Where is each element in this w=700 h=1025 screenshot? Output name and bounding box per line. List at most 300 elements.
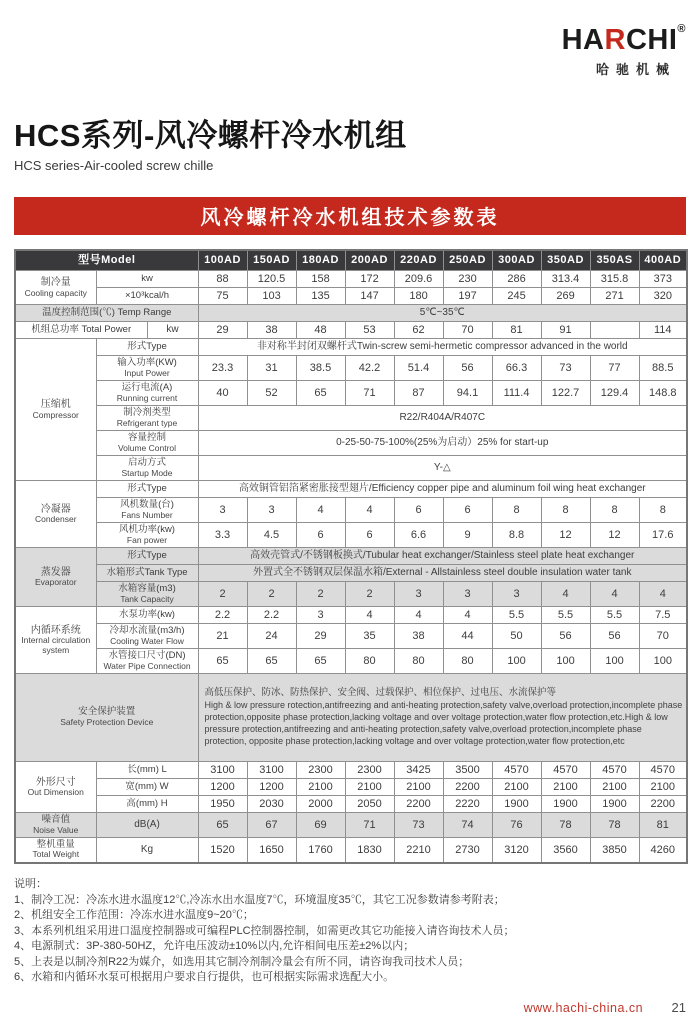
value-cell: 4260 bbox=[639, 838, 687, 863]
value-cell: 1830 bbox=[345, 838, 394, 863]
value-cell: 4 bbox=[345, 498, 394, 523]
value-cell: 75 bbox=[198, 288, 247, 305]
value-cell: 3100 bbox=[198, 762, 247, 779]
value-cell: 158 bbox=[296, 271, 345, 288]
param-label-en: Fans Number bbox=[121, 509, 173, 520]
model-header-cell: 220AD bbox=[394, 250, 443, 271]
value-cell: 3 bbox=[198, 498, 247, 523]
value-cell: 91 bbox=[541, 322, 590, 339]
value-cell: 313.4 bbox=[541, 271, 590, 288]
value-cell: 4 bbox=[345, 607, 394, 624]
section-label-en: Cooling capacity bbox=[24, 287, 87, 298]
value-cell: 2100 bbox=[296, 779, 345, 796]
value-cell: 56 bbox=[590, 624, 639, 649]
value-cell: 4 bbox=[296, 498, 345, 523]
param-label-cn: 宽(mm) W bbox=[125, 780, 169, 792]
value-cell: 135 bbox=[296, 288, 345, 305]
value-cell: 70 bbox=[443, 322, 492, 339]
page-number: 21 bbox=[671, 1000, 686, 1015]
spec-row bbox=[15, 674, 687, 762]
value-cell: 4570 bbox=[541, 762, 590, 779]
merged-value-cell bbox=[198, 674, 687, 762]
value-cell: 2000 bbox=[296, 796, 345, 813]
value-cell: 4.5 bbox=[247, 523, 296, 548]
value-cell: 3 bbox=[443, 582, 492, 607]
value-cell: 78 bbox=[590, 813, 639, 838]
value-cell: 23.3 bbox=[198, 356, 247, 381]
model-header-cell: 400AD bbox=[639, 250, 687, 271]
param-label-en: Safety Protection Device bbox=[60, 717, 154, 728]
value-cell: 65 bbox=[296, 381, 345, 406]
param-label-cn: kw bbox=[141, 272, 153, 284]
value-cell: 122.7 bbox=[541, 381, 590, 406]
model-header-cell: 350AS bbox=[590, 250, 639, 271]
value-cell: 5.5 bbox=[492, 607, 541, 624]
value-cell: 8 bbox=[590, 498, 639, 523]
spec-row bbox=[15, 288, 687, 305]
value-cell: 6 bbox=[296, 523, 345, 548]
value-cell: 73 bbox=[541, 356, 590, 381]
value-cell: 38.5 bbox=[296, 356, 345, 381]
param-label-cn: 温度控制范围(℃) Temp Range bbox=[42, 306, 172, 318]
value-cell: 3 bbox=[492, 582, 541, 607]
merged-value-cell: 高效铜管铝箔紧密胀接型翅片/Efficiency copper pipe and aluminum foil wing heat exchanger bbox=[198, 481, 687, 498]
param-label-cell bbox=[96, 762, 198, 779]
value-cell: 245 bbox=[492, 288, 541, 305]
value-cell: 1520 bbox=[198, 838, 247, 863]
value-cell: 5.5 bbox=[541, 607, 590, 624]
value-cell: 2.2 bbox=[247, 607, 296, 624]
unit-cell: Kg bbox=[96, 838, 198, 863]
merged-value-cell: 非对称半封闭双螺杆式Twin-screw semi-hermetic compressor advanced in the world bbox=[198, 339, 687, 356]
section-label-en: Compressor bbox=[32, 409, 79, 420]
value-cell: 286 bbox=[492, 271, 541, 288]
param-label-cell bbox=[96, 779, 198, 796]
value-cell: 21 bbox=[198, 624, 247, 649]
value-cell: 1650 bbox=[247, 838, 296, 863]
spec-row bbox=[15, 548, 687, 565]
spec-row bbox=[15, 779, 687, 796]
notes-list bbox=[14, 893, 686, 986]
param-label-en: Refrigerant type bbox=[116, 417, 178, 428]
value-cell: 2210 bbox=[394, 838, 443, 863]
notes-title: 说明： bbox=[14, 877, 47, 890]
logo-wordmark bbox=[561, 23, 686, 56]
value-cell: 8.8 bbox=[492, 523, 541, 548]
value-cell: 56 bbox=[443, 356, 492, 381]
value-cell: 74 bbox=[443, 813, 492, 838]
harchi-logo bbox=[561, 23, 686, 78]
param-label-cn: 制冷剂类型 bbox=[123, 406, 171, 418]
spec-row bbox=[15, 762, 687, 779]
section-label-cn: 冷凝器 bbox=[40, 503, 71, 515]
value-cell: 4570 bbox=[492, 762, 541, 779]
param-label-cell bbox=[96, 481, 198, 498]
value-cell: 373 bbox=[639, 271, 687, 288]
value-cell: 70 bbox=[639, 624, 687, 649]
param-label-cn: 水泵功率(kw) bbox=[119, 608, 175, 620]
param-label-cell bbox=[96, 339, 198, 356]
param-label-cn: 风机功率(kw) bbox=[119, 523, 175, 535]
value-cell: 78 bbox=[541, 813, 590, 838]
spec-row bbox=[15, 498, 687, 523]
value-cell: 1900 bbox=[590, 796, 639, 813]
value-cell: 103 bbox=[247, 288, 296, 305]
param-label-cell bbox=[96, 271, 198, 288]
merged-value-cell: Y-△ bbox=[198, 456, 687, 481]
value-cell: 2050 bbox=[345, 796, 394, 813]
value-cell: 65 bbox=[296, 649, 345, 674]
value-cell: 2730 bbox=[443, 838, 492, 863]
param-label-cn: 噪音值 bbox=[41, 813, 70, 825]
value-cell: 4 bbox=[639, 582, 687, 607]
param-label-cell bbox=[96, 565, 198, 582]
value-cell: 315.8 bbox=[590, 271, 639, 288]
spec-row bbox=[15, 523, 687, 548]
value-cell: 35 bbox=[345, 624, 394, 649]
param-label-cell bbox=[96, 431, 198, 456]
value-cell: 320 bbox=[639, 288, 687, 305]
param-label-cell bbox=[15, 838, 96, 863]
value-cell: 3560 bbox=[541, 838, 590, 863]
logo-chinese-name: 哈驰机械 bbox=[595, 62, 676, 77]
value-cell: 65 bbox=[247, 649, 296, 674]
spec-row bbox=[15, 305, 687, 322]
spec-row bbox=[15, 356, 687, 381]
param-label-en: Water Pipe Connection bbox=[103, 660, 191, 671]
param-label-en: Noise Value bbox=[33, 824, 79, 835]
param-label-en: Running current bbox=[116, 392, 178, 403]
value-cell: 4 bbox=[590, 582, 639, 607]
value-cell: 209.6 bbox=[394, 271, 443, 288]
value-cell: 6.6 bbox=[394, 523, 443, 548]
value-cell: 12 bbox=[590, 523, 639, 548]
spec-row bbox=[15, 481, 687, 498]
section-label-cn: 内循环系统 bbox=[30, 624, 81, 636]
value-cell: 51.4 bbox=[394, 356, 443, 381]
spec-row bbox=[15, 582, 687, 607]
value-cell: 4 bbox=[394, 607, 443, 624]
section-label-en: Evaporator bbox=[34, 577, 77, 587]
spec-table-head bbox=[15, 250, 687, 271]
note-line: 4、电源制式：3P-380-50HZ，允许电压波动±10%以内,允许相间电压差±2%以内； bbox=[14, 940, 415, 953]
param-label-cn: 容量控制 bbox=[128, 431, 167, 443]
model-header-cell: 150AD bbox=[247, 250, 296, 271]
param-label-cell bbox=[15, 674, 198, 762]
section-label-cell bbox=[15, 548, 96, 607]
value-cell: 52 bbox=[247, 381, 296, 406]
spec-row bbox=[15, 796, 687, 813]
model-header-cell: 300AD bbox=[492, 250, 541, 271]
value-cell: 8 bbox=[639, 498, 687, 523]
value-cell: 65 bbox=[198, 649, 247, 674]
value-cell: 172 bbox=[345, 271, 394, 288]
value-cell: 38 bbox=[394, 624, 443, 649]
notes-section bbox=[14, 875, 686, 986]
spec-row bbox=[15, 381, 687, 406]
value-cell: 3500 bbox=[443, 762, 492, 779]
value-cell: 1760 bbox=[296, 838, 345, 863]
value-cell: 73 bbox=[394, 813, 443, 838]
value-cell: 12 bbox=[541, 523, 590, 548]
website-url: www.hachi-china.cn bbox=[523, 1001, 644, 1015]
param-label-cn: ×10³kcal/h bbox=[124, 289, 170, 301]
value-cell: 120.5 bbox=[247, 271, 296, 288]
value-cell: 6 bbox=[443, 498, 492, 523]
page-title: HCS系列-风冷螺杆冷水机组 bbox=[14, 118, 407, 153]
model-header-cell: 100AD bbox=[198, 250, 247, 271]
model-header-cell: 250AD bbox=[443, 250, 492, 271]
logo-text-chi: CHI bbox=[625, 24, 678, 56]
value-cell: 3120 bbox=[492, 838, 541, 863]
param-label-cell bbox=[96, 356, 198, 381]
value-cell: 114 bbox=[639, 322, 687, 339]
value-cell: 1950 bbox=[198, 796, 247, 813]
section-label-cn: 制冷量 bbox=[40, 277, 71, 288]
logo-text-ha: HA bbox=[561, 24, 605, 56]
value-cell: 76 bbox=[492, 813, 541, 838]
spec-row bbox=[15, 271, 687, 288]
spec-row bbox=[15, 838, 687, 863]
value-cell: 5.5 bbox=[590, 607, 639, 624]
page-subtitle: HCS series-Air-cooled screw chille bbox=[14, 157, 214, 173]
value-cell: 29 bbox=[296, 624, 345, 649]
param-label-cn: 风机数量(台) bbox=[120, 498, 174, 510]
value-cell: 100 bbox=[492, 649, 541, 674]
protection-text-en: High & low pressure rotection,antifreezing and anti-heating protection,safety valve,overload protection,incomplete phase protection,opposite phase protection,lacking voltage and over voltage protection,water flow protection,etc.High & low pressure protection,antifreezing and anti-heating protection,safety valve,overload protection,incomplete phase protection, opposite phase protection,lacking voltage and over voltage protection,water flow protection,etc bbox=[204, 700, 683, 747]
value-cell: 2200 bbox=[394, 796, 443, 813]
value-cell: 80 bbox=[394, 649, 443, 674]
spec-row bbox=[15, 649, 687, 674]
value-cell: 88.5 bbox=[639, 356, 687, 381]
value-cell: 100 bbox=[541, 649, 590, 674]
value-cell: 3 bbox=[394, 582, 443, 607]
value-cell: 230 bbox=[443, 271, 492, 288]
param-label-cell bbox=[96, 607, 198, 624]
section-label-cell bbox=[15, 339, 96, 481]
spec-row bbox=[15, 565, 687, 582]
merged-value-cell: R22/R404A/R407C bbox=[198, 406, 687, 431]
value-cell: 29 bbox=[198, 322, 247, 339]
value-cell: 88 bbox=[198, 271, 247, 288]
value-cell: 87 bbox=[394, 381, 443, 406]
note-line: 3、本系列机组采用进口温度控制器或可编程PLC控制器控制，如需更改其它功能接入请咨询技术人员； bbox=[14, 924, 515, 937]
section-label-cell bbox=[15, 607, 96, 674]
value-cell: 1200 bbox=[247, 779, 296, 796]
param-label-cell bbox=[96, 456, 198, 481]
value-cell: 77 bbox=[590, 356, 639, 381]
value-cell: 67 bbox=[247, 813, 296, 838]
param-label-cell bbox=[96, 288, 198, 305]
section-label-en: Out Dimension bbox=[27, 787, 84, 797]
param-label-cell bbox=[96, 498, 198, 523]
value-cell bbox=[590, 322, 639, 339]
value-cell: 48 bbox=[296, 322, 345, 339]
spec-row bbox=[15, 607, 687, 624]
param-label-cn: 水箱容量(m3) bbox=[118, 582, 176, 594]
note-line: 2、机组安全工作范围：冷冻水进水温度9~20℃； bbox=[14, 909, 254, 922]
param-label-en: Input Power bbox=[124, 367, 170, 378]
value-cell: 2 bbox=[345, 582, 394, 607]
spec-row bbox=[15, 624, 687, 649]
value-cell: 147 bbox=[345, 288, 394, 305]
value-cell: 2100 bbox=[394, 779, 443, 796]
value-cell: 4570 bbox=[590, 762, 639, 779]
section-label-cn: 外形尺寸 bbox=[35, 776, 76, 788]
value-cell: 271 bbox=[590, 288, 639, 305]
param-label-cell bbox=[96, 523, 198, 548]
value-cell: 7.5 bbox=[639, 607, 687, 624]
param-label-cn: 输入功率(KW) bbox=[117, 356, 177, 368]
unit-cell: kw bbox=[147, 322, 198, 339]
param-label-cn: 整机重量 bbox=[36, 838, 75, 850]
value-cell: 6 bbox=[345, 523, 394, 548]
param-label-cell bbox=[96, 582, 198, 607]
spec-row bbox=[15, 339, 687, 356]
value-cell: 94.1 bbox=[443, 381, 492, 406]
param-label-cn: 水管接口尺寸(DN) bbox=[108, 649, 186, 661]
value-cell: 2300 bbox=[296, 762, 345, 779]
value-cell: 6 bbox=[394, 498, 443, 523]
value-cell: 197 bbox=[443, 288, 492, 305]
param-label-en: Cooling Water Flow bbox=[110, 635, 184, 646]
model-header-row bbox=[15, 250, 687, 271]
merged-value-cell: 外置式全不锈钢双层保温水箱/External - Allstainless steel double insulation water tank bbox=[198, 565, 687, 582]
merged-value-cell: 0-25-50-75-100%(25%为启动）25% for start-up bbox=[198, 431, 687, 456]
param-label-cell bbox=[15, 322, 147, 339]
value-cell: 71 bbox=[345, 813, 394, 838]
value-cell: 50 bbox=[492, 624, 541, 649]
spec-table-body bbox=[15, 271, 687, 863]
value-cell: 2 bbox=[198, 582, 247, 607]
registered-mark-icon: ® bbox=[677, 23, 686, 35]
value-cell: 3100 bbox=[247, 762, 296, 779]
value-cell: 2100 bbox=[639, 779, 687, 796]
param-label-cell bbox=[96, 381, 198, 406]
param-label-en: Fan power bbox=[126, 534, 168, 545]
value-cell: 111.4 bbox=[492, 381, 541, 406]
spec-row bbox=[15, 406, 687, 431]
unit-cell: dB(A) bbox=[96, 813, 198, 838]
value-cell: 180 bbox=[394, 288, 443, 305]
value-cell: 1900 bbox=[492, 796, 541, 813]
param-label-cell bbox=[96, 649, 198, 674]
value-cell: 2220 bbox=[443, 796, 492, 813]
spec-row bbox=[15, 431, 687, 456]
merged-value-cell: 高效壳管式/不锈钢板换式/Tubular heat exchanger/Stainless steel plate heat exchanger bbox=[198, 548, 687, 565]
param-label-cn: 机组总功率 Total Power bbox=[31, 323, 132, 335]
param-label-cell bbox=[15, 813, 96, 838]
param-label-cn: 长(mm) L bbox=[127, 763, 167, 775]
logo-text-r: R bbox=[604, 24, 626, 56]
value-cell: 2100 bbox=[590, 779, 639, 796]
value-cell: 4570 bbox=[639, 762, 687, 779]
param-label-en: Tank Capacity bbox=[120, 593, 174, 604]
table-title-text: 风冷螺杆冷水机组技术参数表 bbox=[200, 207, 500, 230]
value-cell: 100 bbox=[590, 649, 639, 674]
param-label-cn: 水箱形式Tank Type bbox=[106, 566, 188, 578]
value-cell: 66.3 bbox=[492, 356, 541, 381]
value-cell: 2300 bbox=[345, 762, 394, 779]
param-label-cell bbox=[96, 624, 198, 649]
page-footer bbox=[524, 999, 686, 1017]
value-cell: 40 bbox=[198, 381, 247, 406]
value-cell: 8 bbox=[541, 498, 590, 523]
spec-row bbox=[15, 456, 687, 481]
value-cell: 62 bbox=[394, 322, 443, 339]
param-label-en: Total Weight bbox=[32, 849, 80, 860]
section-label-cell bbox=[15, 481, 96, 548]
value-cell: 3850 bbox=[590, 838, 639, 863]
value-cell: 1200 bbox=[198, 779, 247, 796]
param-label-en: Volume Control bbox=[117, 442, 177, 453]
value-cell: 2200 bbox=[639, 796, 687, 813]
value-cell: 81 bbox=[639, 813, 687, 838]
value-cell: 3 bbox=[247, 498, 296, 523]
value-cell: 69 bbox=[296, 813, 345, 838]
section-label-cn: 压缩机 bbox=[40, 399, 71, 410]
note-line: 5、上表是以制冷剂R22为媒介，如选用其它制冷剂制冷量会有所不同，请咨询我司技术人员； bbox=[14, 955, 470, 968]
value-cell: 53 bbox=[345, 322, 394, 339]
value-cell: 80 bbox=[443, 649, 492, 674]
value-cell: 2100 bbox=[345, 779, 394, 796]
param-label-cell bbox=[96, 796, 198, 813]
value-cell: 38 bbox=[247, 322, 296, 339]
value-cell: 100 bbox=[639, 649, 687, 674]
value-cell: 269 bbox=[541, 288, 590, 305]
value-cell: 65 bbox=[198, 813, 247, 838]
param-label-cn: 形式Type bbox=[127, 549, 167, 561]
model-header-cell: 180AD bbox=[296, 250, 345, 271]
note-line: 6、水箱和内循环水泵可根据用户要求自行提供，也可根据实际需求选配大小。 bbox=[14, 971, 395, 984]
value-cell: 2.2 bbox=[198, 607, 247, 624]
value-cell: 4 bbox=[541, 582, 590, 607]
value-cell: 2 bbox=[247, 582, 296, 607]
value-cell: 3 bbox=[296, 607, 345, 624]
value-cell: 2100 bbox=[492, 779, 541, 796]
param-label-cn: 形式Type bbox=[127, 340, 167, 352]
value-cell: 2200 bbox=[443, 779, 492, 796]
value-cell: 71 bbox=[345, 381, 394, 406]
merged-value-cell: 5℃~35℃ bbox=[198, 305, 687, 322]
param-label-cn: 形式Type bbox=[127, 482, 167, 494]
param-label-cn: 运行电流(A) bbox=[121, 381, 173, 393]
param-label-cn: 冷却水流量(m3/h) bbox=[109, 624, 185, 636]
section-label-cell bbox=[15, 762, 96, 813]
spec-row bbox=[15, 322, 687, 339]
value-cell: 81 bbox=[492, 322, 541, 339]
value-cell: 80 bbox=[345, 649, 394, 674]
value-cell: 42.2 bbox=[345, 356, 394, 381]
note-line: 1、制冷工况：冷冻水进水温度12℃,冷冻水出水温度7℃，环境温度35℃，其它工况参数请参考附表； bbox=[14, 893, 505, 906]
value-cell: 129.4 bbox=[590, 381, 639, 406]
section-label-en: Internal circulation system bbox=[21, 635, 91, 655]
spec-row bbox=[15, 813, 687, 838]
value-cell: 2030 bbox=[247, 796, 296, 813]
protection-text-cn: 高低压保护、防冰、防热保护、安全阀、过载保护、相位保护、过电压、水流保护等 bbox=[204, 687, 557, 699]
value-cell: 148.8 bbox=[639, 381, 687, 406]
param-label-cell bbox=[96, 406, 198, 431]
value-cell: 44 bbox=[443, 624, 492, 649]
section-label-en: Condenser bbox=[34, 514, 77, 524]
param-label-cn: 启动方式 bbox=[128, 456, 167, 468]
value-cell: 24 bbox=[247, 624, 296, 649]
param-label-cell bbox=[15, 305, 198, 322]
param-label-en: Startup Mode bbox=[121, 467, 173, 478]
spec-table bbox=[14, 249, 688, 864]
param-label-cn: 高(mm) H bbox=[126, 797, 168, 809]
value-cell: 9 bbox=[443, 523, 492, 548]
